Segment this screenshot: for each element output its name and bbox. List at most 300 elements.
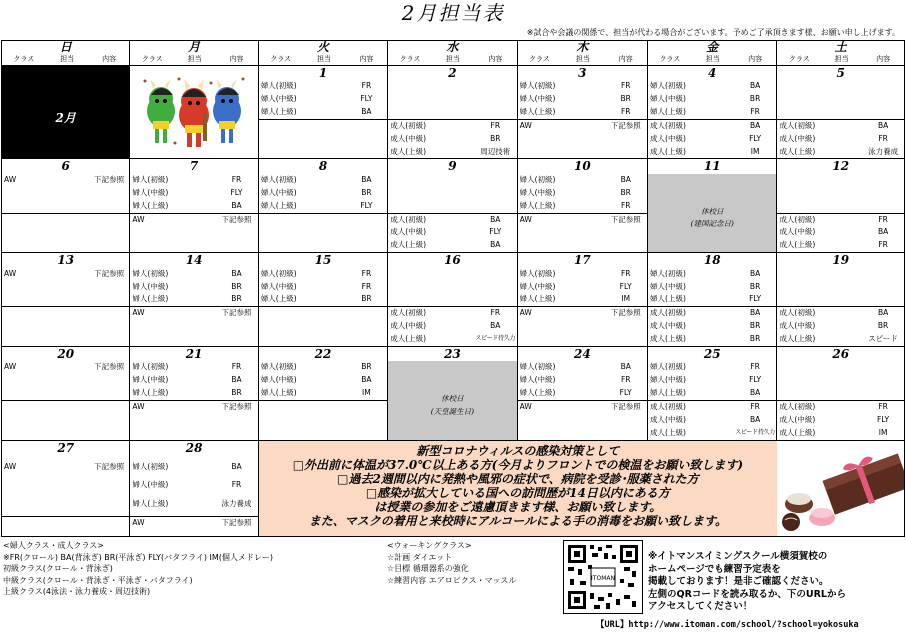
- schedule-cell: [821, 374, 862, 387]
- schedule-cell: [258, 401, 302, 414]
- schedule-cell: [2, 293, 46, 306]
- schedule-cell: [432, 293, 474, 306]
- schedule-cell: BR: [620, 187, 631, 197]
- svg-text:ITOMAN: ITOMAN: [591, 575, 615, 582]
- day-number: 21: [130, 346, 258, 361]
- schedule-cell: [258, 333, 302, 346]
- schedule-cell: [821, 146, 862, 159]
- schedule-cell: [561, 374, 604, 387]
- schedule-cell: FR: [231, 174, 242, 184]
- schedule-cell: [46, 361, 89, 374]
- schedule-cell: FR: [620, 81, 631, 91]
- schedule-cell: [777, 187, 821, 200]
- schedule-cell: [302, 320, 345, 333]
- schedule-cell: [474, 93, 517, 106]
- schedule-cell: [346, 146, 388, 159]
- schedule-cell: [388, 174, 432, 187]
- schedule-cell: IM: [621, 294, 631, 304]
- schedule-cell: [46, 479, 89, 497]
- schedule-cell: [215, 535, 258, 536]
- schedule-cell: 婦人(初級): [258, 361, 302, 374]
- homepage-url-link[interactable]: 【URL】http://www.itoman.com/school/?school=yokosuka: [596, 620, 859, 630]
- schedule-cell: FR: [750, 362, 760, 372]
- schedule-cell: BR: [877, 321, 889, 331]
- schedule-cell: [302, 414, 345, 427]
- schedule-cell: 婦人(上級): [130, 200, 174, 213]
- day-number: 4: [648, 65, 777, 80]
- schedule-cell: [692, 387, 734, 400]
- schedule-cell: [130, 535, 174, 536]
- schedule-cell: 成人(初級): [648, 119, 692, 132]
- schedule-cell: [692, 333, 734, 346]
- foot1-line: 上級クラス(4泳法・泳力養成・周辺技術): [3, 587, 151, 596]
- schedule-cell: [302, 427, 345, 440]
- schedule-cell: [302, 80, 345, 93]
- weekday-3: 水: [388, 41, 517, 55]
- schedule-cell: [604, 333, 647, 346]
- column-header: 内容: [748, 55, 763, 64]
- schedule-cell: [174, 268, 215, 281]
- schedule-cell: [821, 361, 862, 374]
- schedule-cell: [821, 226, 862, 239]
- schedule-cell: BA: [862, 307, 904, 320]
- schedule-cell: [174, 498, 215, 517]
- schedule-cell: 成人(中級): [777, 226, 821, 239]
- schedule-cell: [777, 200, 821, 213]
- schedule-cell: [258, 146, 302, 159]
- schedule-cell: [432, 80, 474, 93]
- oni-illustration: [130, 65, 258, 159]
- schedule-cell: BA: [361, 375, 372, 385]
- schedule-cell: [692, 374, 734, 387]
- schedule-cell: 婦人(上級): [648, 106, 692, 119]
- schedule-cell: [89, 333, 130, 346]
- schedule-cell: [46, 374, 89, 387]
- schedule-cell: [302, 293, 345, 306]
- schedule-cell: スピード持久力: [735, 428, 775, 436]
- schedule-cell: [46, 268, 89, 281]
- schedule-cell: FR: [620, 268, 631, 278]
- schedule-cell: 下記参照: [215, 401, 258, 414]
- notice-line: □外出前に体温が37.0℃以上ある方(今月よりフロントでの検温をお願い致します): [292, 457, 744, 472]
- schedule-cell: BA: [474, 213, 517, 226]
- schedule-cell: [474, 187, 517, 200]
- schedule-cell: [561, 307, 604, 320]
- schedule-cell: 下記参照: [604, 213, 647, 226]
- schedule-cell: 婦人(初級): [517, 80, 561, 93]
- schedule-cell: [517, 133, 561, 146]
- day-number: 17: [517, 253, 647, 268]
- schedule-cell: [821, 93, 862, 106]
- holiday-title: 休校日: [441, 394, 464, 403]
- schedule-cell: 婦人(上級): [258, 293, 302, 306]
- schedule-cell: [302, 374, 345, 387]
- schedule-cell: [692, 361, 734, 374]
- schedule-cell: [561, 401, 604, 414]
- column-header: クラス: [130, 54, 174, 65]
- schedule-cell: 成人(上級): [648, 146, 692, 159]
- schedule-cell: [432, 119, 474, 132]
- schedule-cell: [561, 293, 604, 306]
- schedule-cell: AW: [130, 213, 174, 226]
- schedule-cell: 下記参照: [604, 119, 647, 132]
- schedule-cell: [821, 401, 862, 414]
- schedule-cell: FLY: [749, 133, 762, 143]
- schedule-cell: [89, 281, 130, 294]
- schedule-cell: [821, 200, 862, 213]
- schedule-cell: [862, 387, 904, 400]
- schedule-cell: FR: [620, 106, 631, 116]
- schedule-cell: 成人(上級): [388, 239, 432, 252]
- schedule-cell: FLY: [749, 294, 762, 304]
- day-number: 20: [2, 346, 130, 361]
- schedule-cell: [89, 226, 130, 239]
- column-header: 内容: [618, 55, 633, 64]
- schedule-cell: [561, 106, 604, 119]
- schedule-cell: FLY: [360, 200, 373, 210]
- column-header: クラス: [2, 54, 46, 65]
- schedule-cell: FR: [620, 375, 631, 385]
- schedule-cell: [821, 387, 862, 400]
- schedule-cell: [517, 239, 561, 252]
- schedule-cell: [474, 293, 517, 306]
- schedule-cell: [89, 320, 130, 333]
- schedule-cell: 成人(上級): [388, 333, 432, 346]
- schedule-cell: [258, 320, 302, 333]
- column-header: 担当: [834, 55, 849, 64]
- schedule-cell: [302, 213, 345, 226]
- schedule-cell: BA: [231, 462, 242, 472]
- schedule-cell: 婦人(初級): [130, 268, 174, 281]
- schedule-cell: BR: [361, 362, 372, 372]
- schedule-cell: FR: [734, 401, 777, 414]
- column-header: 担当: [60, 55, 75, 64]
- schedule-cell: BA: [749, 414, 761, 424]
- schedule-cell: [2, 333, 46, 346]
- qr-code[interactable]: [563, 540, 643, 614]
- schedule-cell: BR: [231, 281, 242, 291]
- schedule-cell: [561, 320, 604, 333]
- schedule-cell: [258, 213, 302, 226]
- schedule-cell: 婦人(中級): [130, 281, 174, 294]
- schedule-cell: [692, 307, 734, 320]
- schedule-cell: [89, 374, 130, 387]
- schedule-cell: BA: [490, 240, 501, 250]
- schedule-cell: 成人(中級): [777, 414, 821, 427]
- schedule-cell: [346, 133, 388, 146]
- schedule-cell: [821, 307, 862, 320]
- schedule-cell: [346, 333, 388, 346]
- homepage-info: [648, 551, 846, 614]
- schedule-cell: [862, 268, 904, 281]
- schedule-cell: [302, 333, 345, 346]
- schedule-cell: 成人(上級): [777, 333, 821, 346]
- day-number: 27: [2, 440, 130, 461]
- schedule-cell: [692, 427, 734, 440]
- schedule-cell: 婦人(初級): [130, 461, 174, 479]
- schedule-cell: [862, 80, 904, 93]
- schedule-cell: [302, 146, 345, 159]
- schedule-cell: [821, 119, 862, 132]
- schedule-cell: 婦人(上級): [130, 293, 174, 306]
- schedule-cell: 成人(中級): [388, 320, 432, 333]
- schedule-cell: [2, 226, 46, 239]
- schedule-cell: FLY: [749, 375, 762, 385]
- schedule-calendar: [1, 40, 905, 537]
- schedule-cell: [302, 281, 345, 294]
- schedule-cell: BA: [749, 268, 761, 278]
- schedule-cell: [862, 281, 904, 294]
- weekday-6: 土: [777, 41, 905, 55]
- schedule-cell: [46, 307, 89, 320]
- day-number: 16: [388, 253, 517, 268]
- day-number: 22: [258, 346, 387, 361]
- schedule-cell: [821, 281, 862, 294]
- schedule-cell: 婦人(中級): [258, 93, 302, 106]
- weekday-4: 木: [517, 41, 647, 55]
- schedule-cell: [2, 516, 46, 535]
- schedule-cell: [432, 226, 474, 239]
- schedule-cell: [432, 133, 474, 146]
- schedule-cell: BR: [231, 388, 242, 398]
- walking-class-info: [387, 540, 516, 586]
- schedule-cell: 婦人(初級): [258, 268, 302, 281]
- schedule-cell: [561, 226, 604, 239]
- schedule-cell: [862, 200, 904, 213]
- schedule-cell: [302, 133, 345, 146]
- schedule-cell: [561, 200, 604, 213]
- schedule-cell: [2, 200, 46, 213]
- holiday-closed-label: [388, 361, 517, 440]
- schedule-cell: [346, 414, 388, 427]
- schedule-cell: [862, 361, 904, 374]
- schedule-cell: 婦人(初級): [517, 174, 561, 187]
- schedule-cell: [174, 401, 215, 414]
- schedule-cell: [258, 414, 302, 427]
- schedule-cell: 婦人(中級): [517, 187, 561, 200]
- schedule-cell: [215, 320, 258, 333]
- schedule-cell: [46, 281, 89, 294]
- schedule-cell: [46, 174, 89, 187]
- schedule-cell: [174, 479, 215, 497]
- schedule-cell: [89, 187, 130, 200]
- day-number: 8: [258, 159, 387, 174]
- holiday-name: (天皇誕生日): [430, 406, 475, 416]
- foot1-line: <婦人クラス・成人クラス>: [3, 541, 104, 550]
- schedule-cell: [89, 427, 130, 440]
- day-number: 9: [388, 159, 517, 174]
- schedule-cell: 下記参照: [215, 307, 258, 320]
- day-number: 26: [777, 346, 905, 361]
- schedule-cell: [302, 268, 345, 281]
- schedule-cell: [777, 268, 821, 281]
- schedule-cell: [46, 498, 89, 517]
- schedule-cell: [2, 320, 46, 333]
- schedule-cell: [474, 174, 517, 187]
- schedule-cell: [388, 281, 432, 294]
- schedule-cell: [862, 293, 904, 306]
- schedule-cell: [258, 427, 302, 440]
- schedule-cell: [388, 93, 432, 106]
- schedule-cell: [561, 414, 604, 427]
- schedule-cell: BA: [749, 388, 761, 398]
- schedule-cell: [604, 414, 647, 427]
- foot2-line: <ウォーキングクラス>: [387, 541, 472, 550]
- schedule-cell: 下記参照: [94, 362, 125, 372]
- schedule-cell: 成人(中級): [388, 133, 432, 146]
- schedule-cell: 婦人(上級): [258, 200, 302, 213]
- schedule-cell: [89, 213, 130, 226]
- schedule-cell: [174, 516, 215, 535]
- schedule-cell: [46, 200, 89, 213]
- schedule-cell: [174, 333, 215, 346]
- page-title: 2月担当表: [401, 1, 505, 25]
- schedule-cell: [346, 226, 388, 239]
- schedule-cell: [2, 187, 46, 200]
- schedule-cell: 婦人(中級): [648, 93, 692, 106]
- schedule-cell: [604, 133, 647, 146]
- schedule-cell: 成人(中級): [648, 133, 692, 146]
- schedule-cell: FR: [878, 240, 888, 250]
- schedule-cell: FR: [878, 133, 888, 143]
- schedule-cell: 成人(中級): [777, 320, 821, 333]
- schedule-cell: [604, 226, 647, 239]
- schedule-cell: BA: [620, 362, 631, 372]
- schedule-cell: [89, 387, 130, 400]
- schedule-cell: [346, 119, 388, 132]
- schedule-cell: [561, 174, 604, 187]
- schedule-cell: 成人(上級): [648, 333, 692, 346]
- schedule-cell: BA: [231, 200, 242, 210]
- notice-line: また、マスクの着用と来校時にアルコールによる手の消毒をお願い致します。: [308, 513, 728, 528]
- schedule-cell: FR: [620, 200, 631, 210]
- day-number: 24: [517, 346, 647, 361]
- schedule-cell: [130, 427, 174, 440]
- schedule-cell: [432, 268, 474, 281]
- schedule-cell: [388, 106, 432, 119]
- schedule-cell: [2, 401, 46, 414]
- day-number: 13: [2, 253, 130, 268]
- schedule-cell: [174, 361, 215, 374]
- schedule-cell: BR: [620, 94, 631, 104]
- schedule-cell: 成人(初級): [777, 401, 821, 414]
- schedule-cell: [692, 146, 734, 159]
- schedule-cell: [388, 187, 432, 200]
- schedule-cell: [174, 535, 215, 536]
- schedule-cell: [388, 293, 432, 306]
- schedule-cell: AW: [517, 213, 561, 226]
- schedule-cell: [174, 200, 215, 213]
- schedule-cell: [517, 226, 561, 239]
- day-number: 6: [2, 159, 130, 174]
- schedule-cell: 婦人(初級): [258, 174, 302, 187]
- schedule-cell: 周辺技術: [480, 146, 511, 156]
- schedule-cell: [561, 93, 604, 106]
- schedule-cell: 婦人(中級): [130, 374, 174, 387]
- schedule-cell: 婦人(初級): [130, 361, 174, 374]
- schedule-cell: [561, 239, 604, 252]
- column-header: 担当: [187, 55, 202, 64]
- schedule-cell: [474, 106, 517, 119]
- schedule-cell: [46, 239, 89, 252]
- schedule-cell: 成人(上級): [388, 146, 432, 159]
- schedule-cell: 下記参照: [604, 307, 647, 320]
- schedule-cell: [692, 119, 734, 132]
- schedule-cell: 成人(初級): [388, 213, 432, 226]
- schedule-cell: AW: [2, 268, 46, 281]
- schedule-cell: 成人(上級): [777, 239, 821, 252]
- schedule-cell: FR: [231, 480, 242, 490]
- schedule-cell: [692, 93, 734, 106]
- schedule-cell: [517, 414, 561, 427]
- schedule-cell: [346, 320, 388, 333]
- schedule-cell: [821, 106, 862, 119]
- day-number: 14: [130, 253, 258, 268]
- schedule-cell: 婦人(初級): [258, 80, 302, 93]
- schedule-cell: 成人(上級): [648, 427, 692, 440]
- schedule-cell: 婦人(中級): [130, 479, 174, 497]
- schedule-cell: [302, 226, 345, 239]
- schedule-cell: [862, 106, 904, 119]
- schedule-cell: 婦人(上級): [517, 106, 561, 119]
- schedule-cell: 泳力養成: [868, 146, 899, 156]
- schedule-cell: 下記参照: [94, 174, 125, 184]
- schedule-cell: [692, 401, 734, 414]
- schedule-cell: 成人(初級): [648, 401, 692, 414]
- schedule-cell: BR: [361, 294, 372, 304]
- class-legend: [3, 540, 273, 598]
- schedule-cell: [692, 320, 734, 333]
- schedule-cell: BA: [749, 81, 761, 91]
- schedule-cell: [46, 320, 89, 333]
- schedule-cell: [432, 106, 474, 119]
- schedule-cell: [46, 461, 89, 479]
- schedule-cell: IM: [878, 427, 888, 437]
- column-header: 内容: [876, 55, 891, 64]
- schedule-cell: [432, 281, 474, 294]
- schedule-cell: [517, 427, 561, 440]
- foot3-line: ※イトマンスイミングスクール横須賀校の: [648, 551, 828, 562]
- schedule-cell: 婦人(初級): [648, 80, 692, 93]
- schedule-cell: [432, 174, 474, 187]
- schedule-cell: 婦人(上級): [517, 387, 561, 400]
- schedule-cell: 下記参照: [215, 213, 258, 226]
- schedule-cell: 婦人(上級): [130, 387, 174, 400]
- schedule-cell: 成人(初級): [648, 307, 692, 320]
- schedule-cell: [517, 146, 561, 159]
- holiday-closed-label: [648, 174, 777, 253]
- column-header: クラス: [388, 54, 432, 65]
- day-number: 12: [777, 159, 905, 174]
- notice-text: ※試合や会議の関係で、担当が代わる場合がございます。予めご了承頂きます様、お願い申し上げます。: [526, 28, 900, 37]
- schedule-cell: 泳力養成: [221, 498, 252, 508]
- schedule-cell: AW: [130, 401, 174, 414]
- schedule-cell: [346, 239, 388, 252]
- schedule-cell: [302, 119, 345, 132]
- schedule-cell: [821, 174, 862, 187]
- schedule-cell: FR: [862, 213, 904, 226]
- schedule-cell: [821, 187, 862, 200]
- schedule-cell: 婦人(初級): [648, 361, 692, 374]
- schedule-cell: AW: [2, 174, 46, 187]
- schedule-cell: FLY: [360, 94, 373, 104]
- schedule-cell: [46, 427, 89, 440]
- schedule-cell: FR: [361, 81, 372, 91]
- schedule-cell: 成人(中級): [648, 320, 692, 333]
- schedule-cell: [777, 281, 821, 294]
- schedule-cell: BA: [231, 375, 242, 385]
- schedule-cell: 成人(初級): [777, 307, 821, 320]
